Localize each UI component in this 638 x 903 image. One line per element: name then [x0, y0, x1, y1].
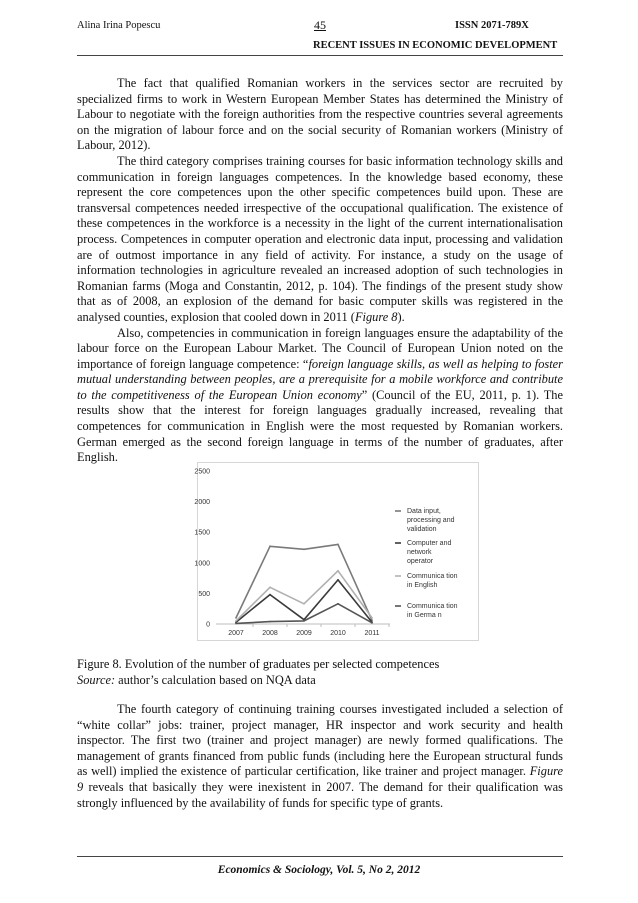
council-quote: foreign language skills, as well as helping to foster mutual understanding between peoples, are a prerequisite for a mobile workforce and contribute to the competitiveness of the European Union economy	[77, 356, 563, 402]
data-point-2-0	[235, 620, 237, 622]
paragraph-3	[77, 326, 563, 466]
page-footer: Economics & Sociology, Vol. 5, No 2, 2012	[217, 864, 421, 876]
paragraph-3-end: ” (Council of the EU, 2011, p. 1). The results show that the interest for foreign languages gradually increased, revealing that competences for communication in English were the most requested by Romanian workers. German emerged as the second foreign language in terms of the number of graduates, after English.	[77, 387, 563, 465]
data-point-2-4	[371, 617, 373, 619]
paragraph-3-text: Also, competencies in communication in foreign languages ensure the adaptability of the labour force on the European Labour Market. The Council of European Union noted on the importance of foreign language competence: “	[77, 325, 563, 371]
header-divider	[77, 55, 563, 56]
footer-divider	[77, 856, 563, 857]
data-point-0-1	[269, 545, 271, 547]
paragraph-4-end: reveals that basically they were inexistent in 2007. The demand for their qualification was strongly influenced by the availability of funds for specific type of grants.	[77, 779, 563, 810]
x-tick-label-0: 2007	[228, 630, 244, 637]
legend-label-2-0: Communica tion	[407, 573, 458, 580]
paragraph-2-end: ).	[397, 309, 405, 324]
x-tick-label-3: 2010	[330, 630, 346, 637]
y-tick-label-4: 2000	[194, 499, 210, 507]
figure-source	[77, 672, 563, 688]
paragraph-2	[77, 154, 563, 326]
legend-label-0-2: validation	[407, 526, 437, 533]
header-issn: ISSN 2071-789X	[455, 20, 529, 31]
legend-label-0-1: processing and	[407, 517, 455, 524]
page-header	[0, 0, 638, 60]
y-tick-label-2: 1000	[194, 560, 210, 568]
data-point-3-1	[269, 621, 271, 623]
legend-label-3-0: Communica tion	[407, 603, 458, 610]
y-tick-label-0: 0	[206, 621, 210, 629]
figure-8-chart	[194, 462, 479, 641]
data-point-2-1	[269, 586, 271, 588]
y-tick-label-1: 500	[198, 590, 210, 598]
legend-label-1-2: operator	[407, 558, 434, 565]
data-point-3-3	[337, 603, 339, 605]
paragraph-4	[77, 702, 563, 811]
data-point-1-3	[337, 579, 339, 581]
legend-label-2-1: in English	[407, 582, 438, 589]
figure-9-reference: Figure 9	[77, 764, 563, 794]
x-tick-label-4: 2011	[364, 630, 380, 637]
data-point-0-0	[235, 617, 237, 619]
x-tick-label-2: 2009	[296, 630, 312, 637]
data-point-0-3	[337, 544, 339, 546]
figure-8-reference: Figure 8	[354, 309, 398, 324]
y-tick-label-3: 1500	[194, 529, 210, 537]
paragraph-4-text: The fourth category of continuing training courses investigated included a selection of “white collar” jobs: trainer, project manager, HR inspector and work security and health inspector. The first two (trainer and project manager) are newly formed qualifications. The management of grants financed from public funds (including here the European structural funds as well) implied the existence of particular certification, like trainer and project manager.	[77, 702, 563, 779]
body-text-bottom	[77, 702, 563, 811]
data-point-3-0	[235, 623, 237, 625]
data-point-1-1	[269, 594, 271, 596]
data-point-0-2	[303, 548, 305, 550]
source-text: author’s calculation based on NQA data	[115, 673, 316, 687]
source-label: Source:	[77, 673, 116, 687]
line-chart-svg	[194, 463, 478, 640]
data-point-2-3	[337, 570, 339, 572]
header-author: Alina Irina Popescu	[77, 20, 161, 31]
body-text-top	[77, 76, 563, 466]
data-point-3-2	[303, 620, 305, 622]
page-number: 45	[314, 18, 326, 32]
legend-label-1-1: network	[407, 549, 432, 556]
header-journal: RECENT ISSUES IN ECONOMIC DEVELOPMENT	[313, 40, 558, 51]
x-tick-label-1: 2008	[262, 630, 278, 637]
y-tick-label-5: 2500	[194, 468, 210, 476]
legend-label-3-1: in Germa n	[407, 612, 442, 619]
figure-caption: Figure 8. Evolution of the number of graduates per selected competences	[77, 657, 440, 671]
legend-label-0-0: Data input,	[407, 508, 441, 515]
paragraph-2-text: The third category comprises training courses for basic information technology skills and communication in foreign languages competences. In the knowledge based economy, these represent the core competences upon the other specific competences build upon. These are transversal competences needed irrespective of the occupational qualification. The existence of these competences in the workforce is a necessity in the light of the current internationalisation process. Competences in computer operation and electronic data input, processing and validation are of outmost importance in any field of activity. For instance, a study on the usage of information technologies in agriculture revealed an increased adoption of such technologies in Romanian farms (Moga and Constantin, 2012, p. 104). The findings of the present study show that as of 2008, an explosion of the demand for basic computer skills was registered in the analysed counties, explosion that cooled down in 2011 (	[77, 153, 563, 324]
series-line-0	[236, 544, 372, 620]
paragraph-1: The fact that qualified Romanian workers in the services sector are recruited by specialized firms to work in Western European Member States has determined the Ministry of Labour to negotiate with the foreign authorities from the respective countries several agreements on the migration of labour force and on the social security of Romanian workers (Ministry of Labour, 2012).	[77, 76, 563, 153]
data-point-2-2	[303, 603, 305, 605]
data-point-3-4	[371, 622, 373, 624]
legend-label-1-0: Computer and	[407, 540, 452, 547]
